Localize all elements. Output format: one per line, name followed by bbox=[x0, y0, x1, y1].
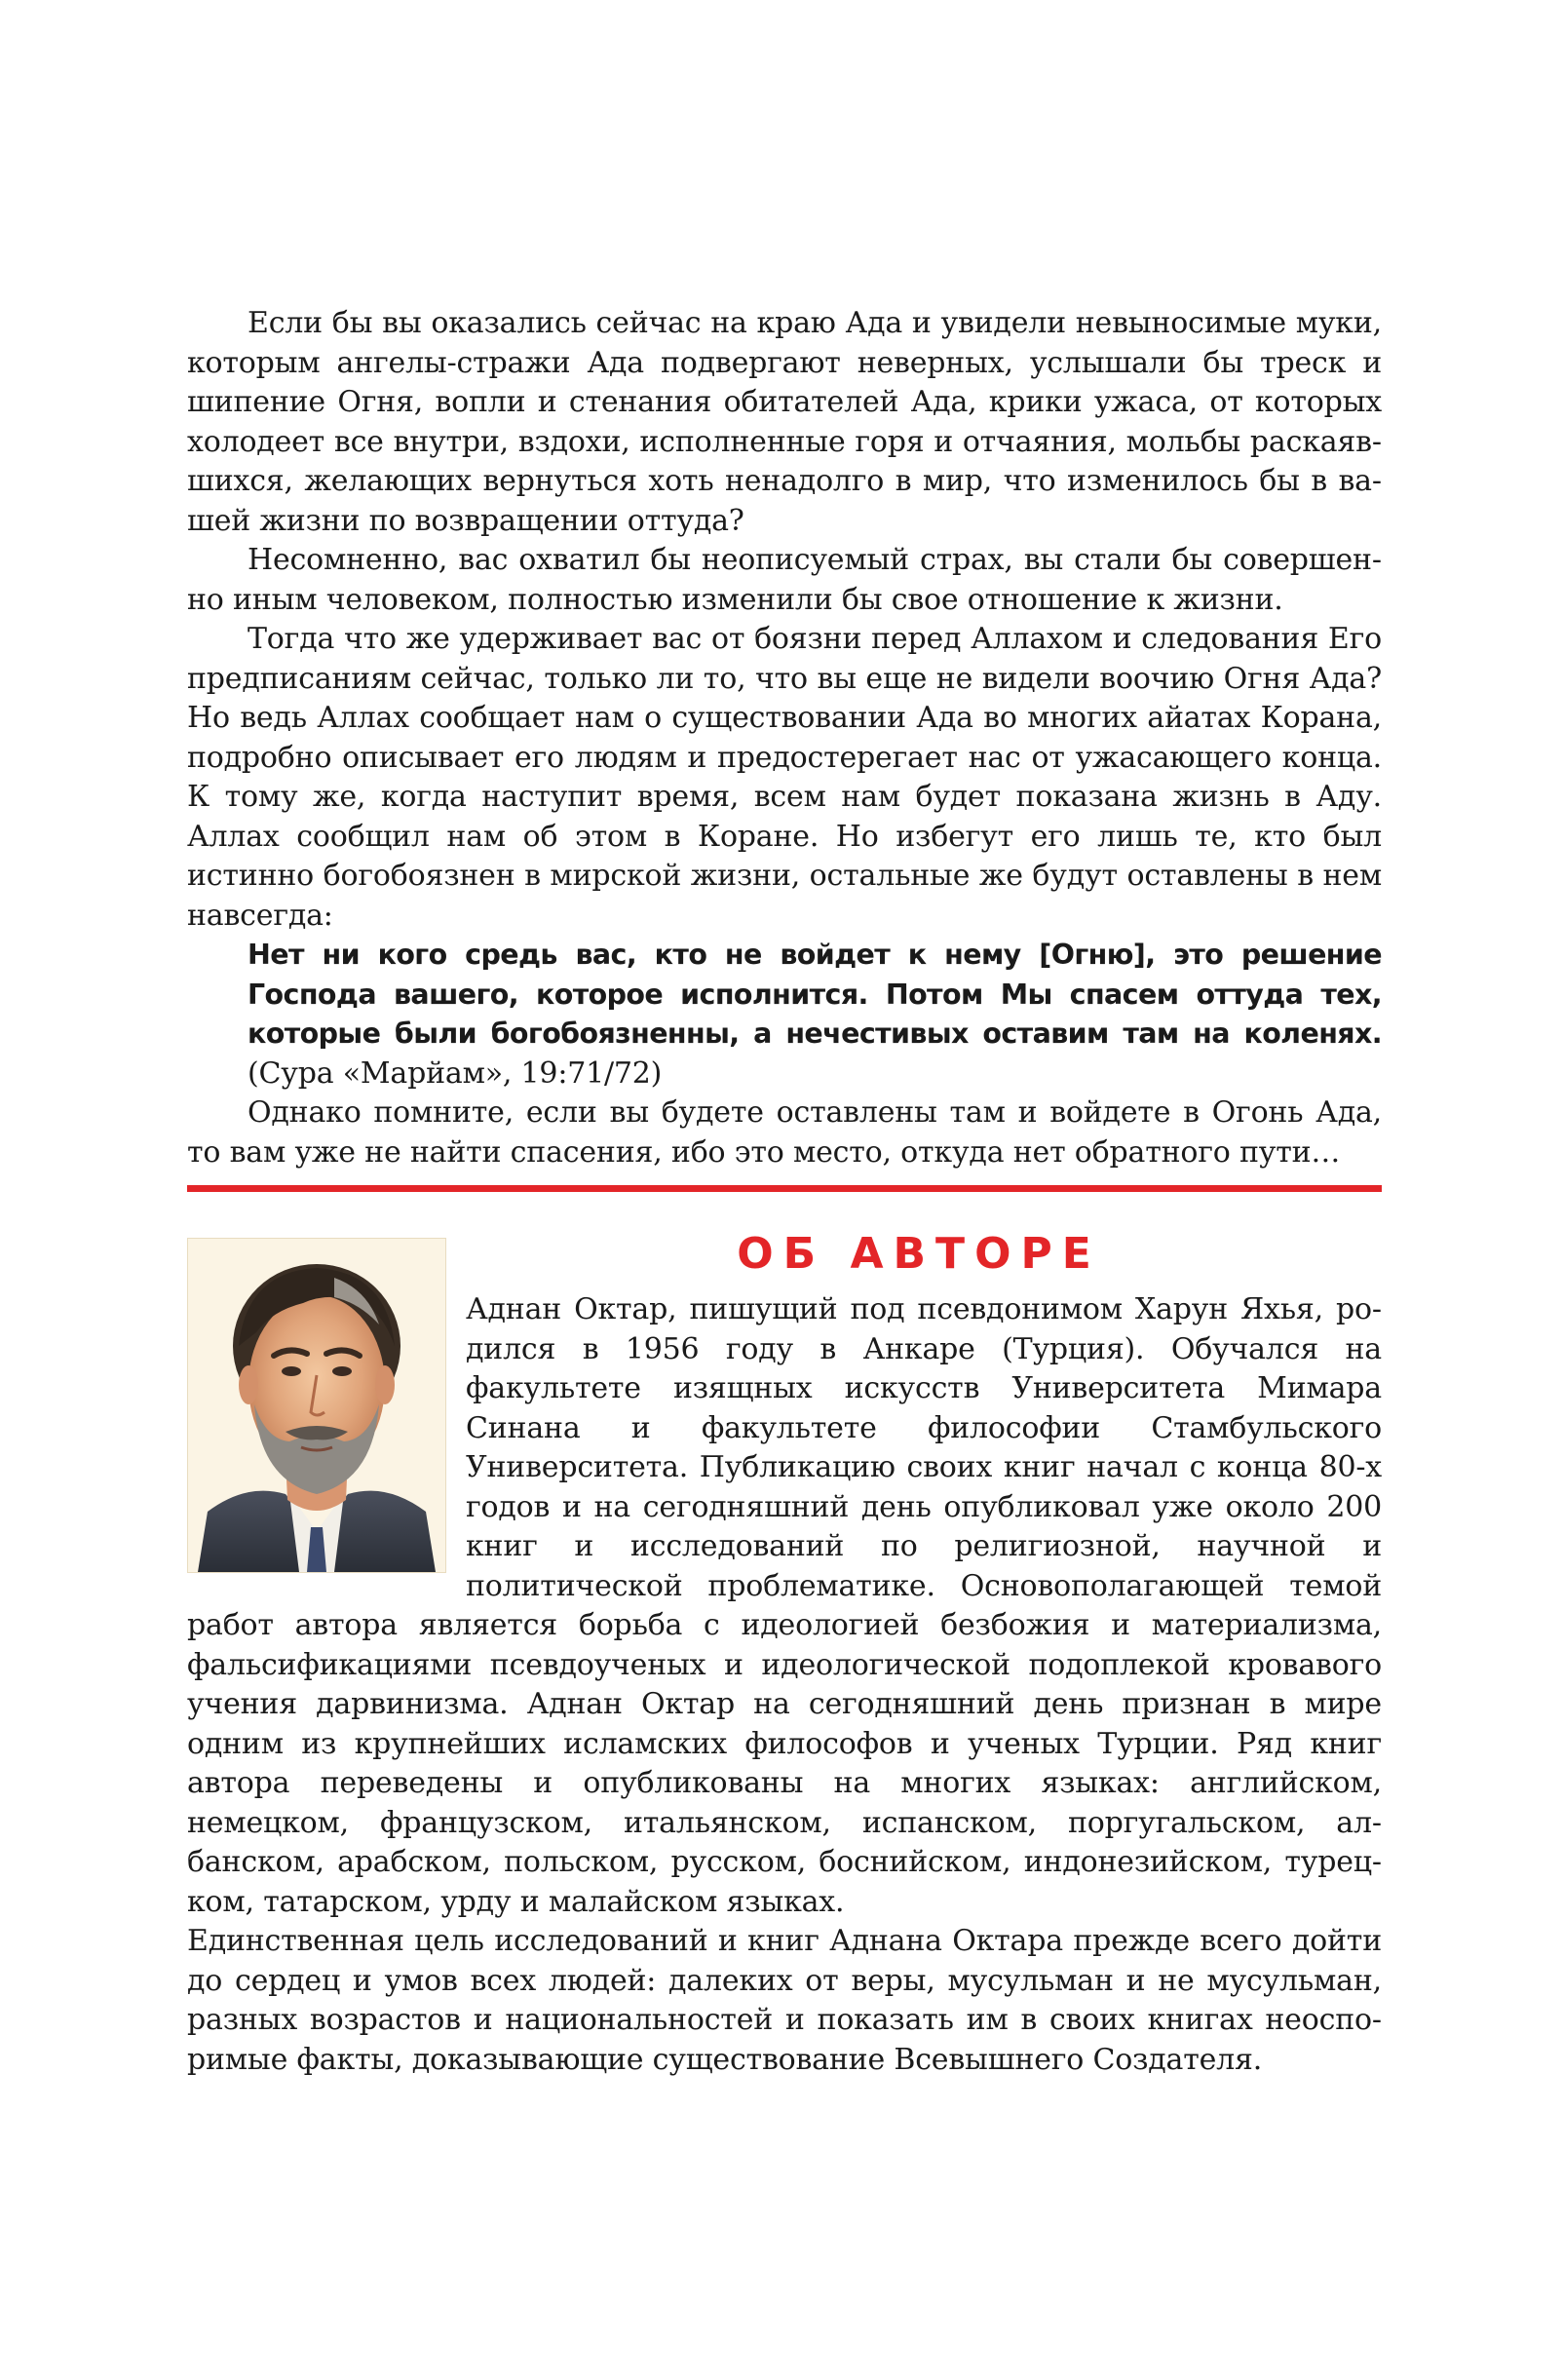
quote-citation: (Сура «Марйам», 19:71/72) bbox=[248, 1056, 663, 1091]
about-author-text bbox=[187, 1290, 1382, 2080]
about-author-heading: ОБ АВТОРЕ bbox=[737, 1229, 1101, 1279]
paragraph-1: Если бы вы оказались сейчас на краю Ада и увидели невыносимые муки, которым ангелы-стражи Ада подвергают неверных, услышали бы треск и шипение Огня, вопли и стенания обитателей Ада, крики ужаса, от которых холодеет все внутри, вздохи, исполненные горя и отчаяния, мольбы раскаявшихся, желающих вернуться хоть ненадолго в мир, что изменилось бы в вашей жизни по возвращении оттуда? bbox=[187, 306, 1382, 538]
quran-quote bbox=[187, 936, 1382, 1094]
portrait-text-wrap bbox=[187, 1290, 466, 1579]
main-text bbox=[187, 304, 1382, 1172]
section-divider bbox=[187, 1185, 1382, 1192]
quote-text: Нет ни кого средь вас, кто не войдет к нему [Огню], это решение Господа вашего, которое исполнится. Потом Мы спасем оттуда тех, которые были богобоязненны, а нечестивых оставим там на коленях. bbox=[248, 939, 1382, 1050]
about-paragraph-2: Единственная цель исследований и книг Аднана Октара прежде всего дойти до сердец и умов всех людей: далеких от веры, мусульман и не мусульман, разных возрастов и национальностей и показать им в своих книгах неоспоримые факты, доказывающие существование Всевышнего Создателя. bbox=[187, 1924, 1382, 2077]
closing-paragraph: Однако помните, если вы будете оставлены там и войдете в Огонь Ада, то вам уже не найти спасения, ибо это место, откуда нет обратного пути… bbox=[187, 1095, 1382, 1170]
paragraph-2: Несомненно, вас охватил бы неописуемый страх, вы стали бы совершенно иным человеком, полностью изменили бы свое отношение к жизни. bbox=[187, 543, 1382, 617]
paragraph-3: Тогда что же удерживает вас от боязни перед Аллахом и следования Его предписаниям сейчас, только ли то, что вы еще не видели воочию Огня Ада? Но ведь Аллах сообщает нам о существовании Ада во многих айатах Корана, подробно описывает его людям и предостерегает нас от ужасающего конца. К тому же, когда наступит время, всем нам будет показана жизнь в Аду. Аллах сообщил нам об этом в Коране. Но избегут его лишь те, кто был истинно богобоязнен в мирской жизни, остальные же будут оставлены в нем навсегда: bbox=[187, 622, 1382, 933]
about-paragraph-1: Аднан Октар, пишущий под псевдонимом Харун Яхья, родился в 1956 году в Анкаре (Турция). Обучался на факультете изящных искусств Университета Мимара Синана и факультете философии Стамбульского Университета. Публикацию своих книг начал с конца 80-х годов и на сегодняшний день опубликовал уже около 200 книг и исследований по религиозной, научной и политической проблематике. Основополагающей темой работ автора является борьба с идеологией безбожия и материализма, фальсификациями псевдоученых и идеологической подоплекой кровавого учения дарвинизма. Аднан Октар на сегодняшний день признан в мире одним из крупнейших исламских философов и ученых Турции. Ряд книг автора переведены и опубликованы на многих языках: английском, немецком, французском, итальянском, испанском, поргугальском, албанском, арабском, польском, русском, боснийском, индонезийском, турецком, татарском, урду и малайском языках. bbox=[187, 1292, 1382, 1919]
